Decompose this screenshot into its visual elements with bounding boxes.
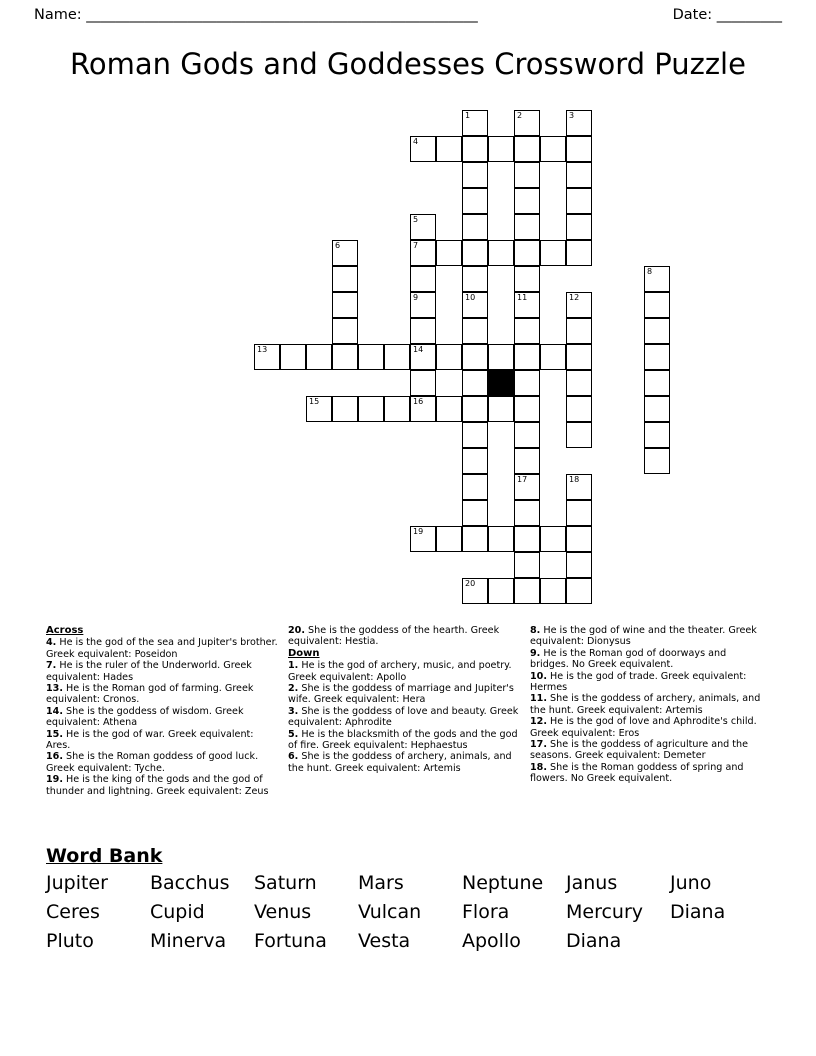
grid-cell[interactable]	[488, 136, 514, 162]
grid-cell[interactable]	[566, 162, 592, 188]
grid-cell[interactable]	[644, 396, 670, 422]
clue-number: 16.	[46, 751, 63, 763]
grid-cell[interactable]	[566, 188, 592, 214]
grid-cell[interactable]	[462, 188, 488, 214]
word-bank-word[interactable]: Vesta	[358, 930, 411, 952]
grid-cell[interactable]	[566, 344, 592, 370]
clue-number: 20.	[288, 625, 305, 636]
page-title: Roman Gods and Goddesses Crossword Puzzle	[70, 47, 746, 81]
grid-cell[interactable]	[644, 422, 670, 448]
grid-cell[interactable]	[644, 318, 670, 344]
grid-cell-number: 7	[413, 241, 419, 250]
clue-item	[46, 683, 278, 706]
word-bank-row	[46, 901, 776, 930]
clue-text: She is the goddess of archery, animals, and the hunt. Greek equivalent: Artemis	[288, 751, 512, 774]
word-bank-word[interactable]: Janus	[566, 872, 618, 894]
grid-cell[interactable]	[462, 474, 488, 500]
name-field-label: Name: ______________________________________________________	[34, 7, 478, 23]
clue-item	[288, 660, 520, 683]
clue-text: She is the Roman goddess of good luck. Greek equivalent: Tyche.	[46, 751, 259, 774]
grid-cell-number: 9	[413, 293, 419, 302]
grid-cell[interactable]	[566, 526, 592, 552]
grid-cell[interactable]	[436, 240, 462, 266]
grid-cell[interactable]	[514, 552, 540, 578]
grid-cell[interactable]	[462, 448, 488, 474]
grid-cell-number: 10	[465, 293, 476, 302]
grid-cell[interactable]	[540, 526, 566, 552]
grid-cell-number: 18	[569, 475, 580, 484]
clue-number: 7.	[46, 660, 57, 672]
grid-cell-number: 11	[517, 293, 528, 302]
clues-section	[46, 625, 772, 825]
word-bank-word[interactable]: Diana	[670, 901, 726, 923]
grid-cell[interactable]	[514, 344, 540, 370]
clue-text: He is the god of war. Greek equivalent: Ares.	[46, 728, 254, 752]
grid-cell[interactable]	[462, 578, 488, 604]
clue-number: 17.	[530, 739, 547, 751]
grid-cell[interactable]	[462, 500, 488, 526]
word-bank-word[interactable]: Apollo	[462, 930, 521, 952]
word-bank-word[interactable]: Mars	[358, 872, 404, 894]
crossword-grid	[0, 105, 816, 625]
grid-cell[interactable]	[488, 578, 514, 604]
grid-cell[interactable]	[488, 344, 514, 370]
grid-cell[interactable]	[410, 370, 436, 396]
grid-cell[interactable]	[462, 370, 488, 396]
clue-item	[530, 648, 762, 671]
name-date-row	[34, 0, 782, 30]
grid-cell[interactable]	[410, 292, 436, 318]
grid-cell-number: 12	[569, 293, 580, 302]
grid-cell[interactable]	[332, 240, 358, 266]
grid-cell[interactable]	[462, 162, 488, 188]
grid-cell[interactable]	[462, 422, 488, 448]
clue-item	[530, 671, 762, 694]
word-bank-row	[46, 872, 776, 901]
clue-number: 15.	[46, 728, 63, 740]
grid-cell[interactable]	[540, 344, 566, 370]
grid-cell[interactable]	[566, 136, 592, 162]
grid-cell[interactable]	[410, 526, 436, 552]
clues-column-2	[288, 625, 530, 825]
grid-cell[interactable]	[514, 318, 540, 344]
grid-cell[interactable]	[410, 214, 436, 240]
word-bank-word[interactable]: Pluto	[46, 930, 94, 952]
clue-item	[46, 751, 278, 774]
across-heading: Across	[46, 625, 84, 636]
word-bank-word[interactable]: Minerva	[150, 930, 227, 952]
clue-item	[288, 751, 520, 774]
grid-cell[interactable]	[514, 214, 540, 240]
grid-cell[interactable]	[462, 344, 488, 370]
word-bank-word[interactable]: Bacchus	[150, 872, 230, 894]
grid-cell[interactable]	[566, 422, 592, 448]
grid-cell[interactable]	[514, 578, 540, 604]
grid-cell-number: 20	[465, 579, 476, 588]
grid-cell-number: 4	[413, 137, 419, 146]
grid-cell[interactable]	[306, 344, 332, 370]
grid-cell[interactable]	[462, 318, 488, 344]
clue-item	[530, 693, 762, 716]
grid-cell[interactable]	[410, 318, 436, 344]
word-bank-word[interactable]: Saturn	[254, 872, 317, 894]
clue-text: He is the god of love and Aphrodite's child. Greek equivalent: Eros	[530, 716, 757, 739]
grid-cell[interactable]	[566, 292, 592, 318]
clue-item	[288, 625, 520, 648]
clue-item	[46, 637, 278, 660]
grid-cell[interactable]	[566, 578, 592, 604]
grid-cell[interactable]	[514, 162, 540, 188]
clue-item	[530, 762, 762, 785]
clue-number: 2.	[288, 683, 299, 695]
grid-cell[interactable]	[566, 396, 592, 422]
grid-cell[interactable]	[280, 344, 306, 370]
clue-item	[530, 716, 762, 739]
word-bank-word[interactable]: Neptune	[462, 872, 544, 894]
grid-cell[interactable]	[540, 136, 566, 162]
grid-cell-number: 3	[569, 111, 575, 120]
word-bank-word[interactable]: Fortuna	[254, 930, 327, 952]
grid-cell[interactable]	[644, 448, 670, 474]
grid-cell[interactable]	[644, 344, 670, 370]
word-bank-list	[46, 872, 776, 959]
clue-item	[46, 706, 278, 729]
word-bank-word[interactable]: Venus	[254, 901, 312, 923]
grid-cell-number: 15	[309, 397, 320, 406]
clue-number: 8.	[530, 625, 541, 636]
grid-cell[interactable]	[566, 318, 592, 344]
clue-text: She is the goddess of love and beauty. Greek equivalent: Aphrodite	[288, 705, 519, 729]
grid-cell[interactable]	[462, 110, 488, 136]
clue-item	[288, 683, 520, 706]
grid-cell-number: 1	[465, 111, 471, 120]
clue-number: 9.	[530, 647, 541, 659]
clue-text: She is the goddess of marriage and Jupiter's wife. Greek equivalent: Hera	[288, 683, 514, 706]
grid-cell[interactable]	[410, 266, 436, 292]
grid-cell[interactable]	[514, 136, 540, 162]
word-bank-word[interactable]: Flora	[462, 901, 510, 923]
clue-text: He is the god of wine and the theater. Greek equivalent: Dionysus	[530, 625, 757, 648]
clue-number: 11.	[530, 693, 547, 705]
grid-cell[interactable]	[514, 396, 540, 422]
clue-text: He is the Roman god of farming. Greek equivalent: Cronos.	[46, 683, 254, 706]
clue-item	[530, 739, 762, 762]
grid-cell[interactable]	[462, 214, 488, 240]
grid-cell-number: 13	[257, 345, 268, 354]
grid-cell[interactable]	[462, 136, 488, 162]
grid-cell[interactable]	[332, 266, 358, 292]
clues-column-1	[46, 625, 288, 825]
grid-cell[interactable]	[514, 448, 540, 474]
clue-number: 5.	[288, 728, 299, 740]
grid-cell[interactable]	[644, 292, 670, 318]
grid-cell[interactable]	[566, 370, 592, 396]
clue-text: She is the goddess of the hearth. Greek equivalent: Hestia.	[288, 625, 500, 648]
clue-number: 12.	[530, 716, 547, 728]
grid-cell[interactable]	[332, 292, 358, 318]
grid-cell[interactable]	[488, 396, 514, 422]
clue-number: 3.	[288, 705, 299, 717]
word-bank-word[interactable]: Mercury	[566, 901, 644, 923]
grid-cell[interactable]	[462, 396, 488, 422]
clue-number: 1.	[288, 660, 299, 672]
grid-cell[interactable]	[514, 422, 540, 448]
grid-cell[interactable]	[462, 240, 488, 266]
grid-cell-number: 16	[413, 397, 424, 406]
grid-cell-number: 8	[647, 267, 653, 276]
grid-cell[interactable]	[540, 240, 566, 266]
grid-cell[interactable]	[254, 344, 280, 370]
clue-item	[288, 729, 520, 752]
clue-item	[46, 729, 278, 752]
grid-cell[interactable]	[566, 110, 592, 136]
clue-text: He is the king of the gods and the god of thunder and lightning. Greek equivalent: Zeus	[46, 774, 269, 797]
clue-number: 10.	[530, 670, 547, 682]
word-bank-title: Word Bank	[46, 845, 163, 867]
word-bank-word[interactable]: Jupiter	[46, 872, 108, 894]
clue-number: 14.	[46, 705, 63, 717]
grid-cell[interactable]	[410, 240, 436, 266]
grid-cell[interactable]	[514, 240, 540, 266]
grid-cell[interactable]	[514, 110, 540, 136]
grid-cell-number: 19	[413, 527, 424, 536]
clue-text: She is the Roman goddess of spring and flowers. No Greek equivalent.	[530, 761, 744, 785]
grid-cell[interactable]	[410, 344, 436, 370]
grid-cell-number: 6	[335, 241, 341, 250]
grid-cell[interactable]	[566, 474, 592, 500]
grid-cell[interactable]	[462, 266, 488, 292]
clue-text: He is the ruler of the Underworld. Greek equivalent: Hades	[46, 660, 252, 683]
clue-item	[530, 625, 762, 648]
clue-number: 19.	[46, 774, 63, 786]
grid-cell[interactable]	[410, 396, 436, 422]
grid-cell[interactable]	[514, 370, 540, 396]
grid-cell[interactable]	[462, 292, 488, 318]
grid-cell[interactable]	[514, 500, 540, 526]
grid-cell[interactable]	[306, 396, 332, 422]
clue-text: He is the god of trade. Greek equivalent: Hermes	[530, 670, 747, 694]
word-bank-word[interactable]: Vulcan	[358, 901, 422, 923]
date-field-label: Date: _________	[672, 7, 782, 23]
grid-cell[interactable]	[514, 292, 540, 318]
grid-cell[interactable]	[436, 344, 462, 370]
grid-cell[interactable]	[462, 526, 488, 552]
clue-item	[46, 660, 278, 683]
grid-cell[interactable]	[332, 344, 358, 370]
grid-cell-number: 5	[413, 215, 419, 224]
grid-cell[interactable]	[566, 240, 592, 266]
clue-text: He is the god of archery, music, and poetry. Greek equivalent: Apollo	[288, 660, 512, 683]
grid-cell[interactable]	[566, 214, 592, 240]
clue-text: She is the goddess of archery, animals, and the hunt. Greek equivalent: Artemis	[530, 693, 761, 716]
clue-text: She is the goddess of wisdom. Greek equivalent: Athena	[46, 705, 244, 729]
clue-number: 13.	[46, 683, 63, 695]
word-bank-row	[46, 930, 776, 959]
grid-cell-number: 14	[413, 345, 424, 354]
clue-number: 18.	[530, 761, 547, 773]
clue-number: 6.	[288, 751, 299, 763]
grid-cell-blocked	[488, 370, 514, 396]
grid-cell[interactable]	[436, 396, 462, 422]
clue-text: She is the goddess of agriculture and the seasons. Greek equivalent: Demeter	[530, 739, 749, 762]
grid-cell[interactable]	[358, 396, 384, 422]
grid-cell[interactable]	[384, 344, 410, 370]
clue-item	[46, 774, 278, 797]
grid-cell[interactable]	[514, 188, 540, 214]
grid-cell[interactable]	[566, 552, 592, 578]
grid-cell-number: 17	[517, 475, 528, 484]
clue-text: He is the Roman god of doorways and bridges. No Greek equivalent.	[530, 647, 727, 671]
word-bank-word[interactable]: Juno	[670, 872, 712, 894]
clue-item	[288, 706, 520, 729]
grid-cell[interactable]	[488, 240, 514, 266]
grid-cell[interactable]	[332, 396, 358, 422]
down-heading: Down	[288, 647, 320, 659]
clues-column-3	[530, 625, 772, 825]
grid-cell[interactable]	[358, 344, 384, 370]
grid-cell[interactable]	[514, 526, 540, 552]
grid-cell[interactable]	[644, 266, 670, 292]
word-bank-word[interactable]: Diana	[566, 930, 622, 952]
grid-cell[interactable]	[384, 396, 410, 422]
clue-text: He is the blacksmith of the gods and the god of fire. Greek equivalent: Hephaestus	[288, 728, 518, 752]
grid-cell[interactable]	[514, 474, 540, 500]
grid-cell[interactable]	[644, 370, 670, 396]
grid-cell-number: 2	[517, 111, 523, 120]
grid-cell[interactable]	[410, 136, 436, 162]
word-bank-word[interactable]: Ceres	[46, 901, 100, 923]
grid-cell[interactable]	[436, 136, 462, 162]
grid-cell[interactable]	[332, 318, 358, 344]
word-bank-word[interactable]: Cupid	[150, 901, 205, 923]
grid-cell[interactable]	[566, 500, 592, 526]
grid-cell[interactable]	[488, 526, 514, 552]
grid-cell[interactable]	[436, 526, 462, 552]
grid-cell[interactable]	[540, 578, 566, 604]
grid-cell[interactable]	[514, 266, 540, 292]
clue-number: 4.	[46, 637, 57, 649]
clue-text: He is the god of the sea and Jupiter's brother. Greek equivalent: Poseidon	[46, 637, 278, 660]
